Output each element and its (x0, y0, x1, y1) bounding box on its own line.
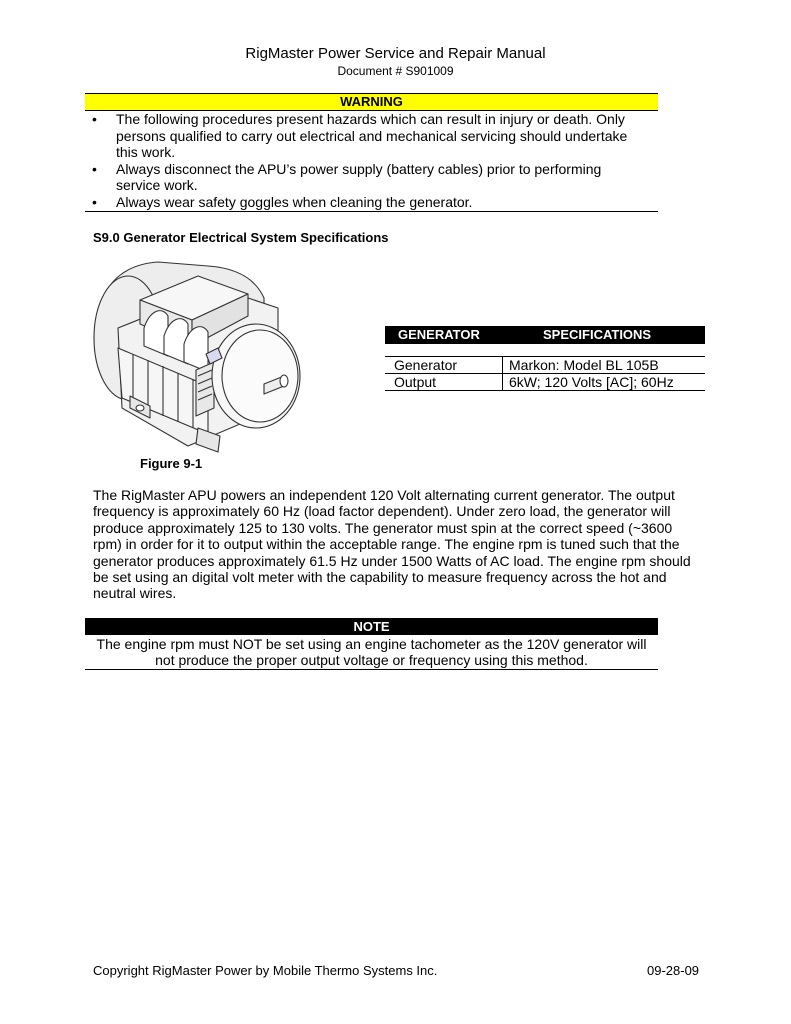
warning-item-text: Always wear safety goggles when cleaning the generator. (116, 193, 473, 210)
spec-cell-value: Markon: Model BL 105B (509, 357, 659, 373)
warning-item-text: Always disconnect the APU’s power supply (battery cables) prior to performing service work. (116, 160, 602, 193)
spec-cell-value: 6kW; 120 Volts [AC]; 60Hz (509, 374, 674, 390)
document-title: RigMaster Power Service and Repair Manual (245, 45, 546, 62)
warning-list (85, 111, 658, 212)
bullet-icon: • (92, 193, 97, 210)
spec-cell-label: Generator (394, 357, 458, 373)
cell-divider (502, 357, 503, 374)
footer-copyright: Copyright RigMaster Power by Mobile Thermo Systems Inc. (93, 963, 438, 978)
warning-heading: WARNING (85, 93, 658, 111)
list-item (85, 194, 658, 211)
generator-figure (88, 258, 308, 456)
note-text: The engine rpm must NOT be set using an engine tachometer as the 120V generator will not produce the proper output voltage or frequency using this method. (85, 636, 658, 670)
spec-table-header (385, 326, 705, 344)
section-title: S9.0 Generator Electrical System Specifications (93, 230, 389, 245)
figure-caption: Figure 9-1 (140, 456, 203, 471)
table-row (385, 356, 705, 374)
spec-header-generator: GENERATOR (398, 327, 480, 342)
note-heading: NOTE (85, 618, 658, 635)
cell-divider (502, 374, 503, 391)
bullet-icon: • (92, 111, 97, 127)
list-item (85, 111, 658, 161)
bullet-icon: • (92, 160, 97, 177)
warning-item-text: The following procedures present hazards which can result in injury or death. Only persons qualified to carry out electrical and mechanical servicing should undertake this work. (116, 111, 628, 160)
spec-cell-label: Output (394, 374, 437, 390)
body-paragraph: The RigMaster APU powers an independent 120 Volt alternating current generator. The output frequency is approximately 60 Hz (load factor dependent). Under zero load, the generator will produce approximately 125 to 130 volts. The generator must spin at the correct speed (~3600 rpm) in order for it to output within the acceptable range. The engine rpm is tuned such that the generator produces approximately 61.5 Hz under 1500 Watts of AC load. The engine rpm should be set using an digital volt meter with the capability to measure frequency across the hot and neutral wires. (93, 487, 691, 602)
spec-header-specifications: SPECIFICATIONS (543, 327, 652, 342)
list-item (85, 161, 658, 194)
footer-date: 09-28-09 (647, 963, 700, 978)
table-row (385, 374, 705, 391)
document-number: Document # S901009 (337, 64, 454, 78)
